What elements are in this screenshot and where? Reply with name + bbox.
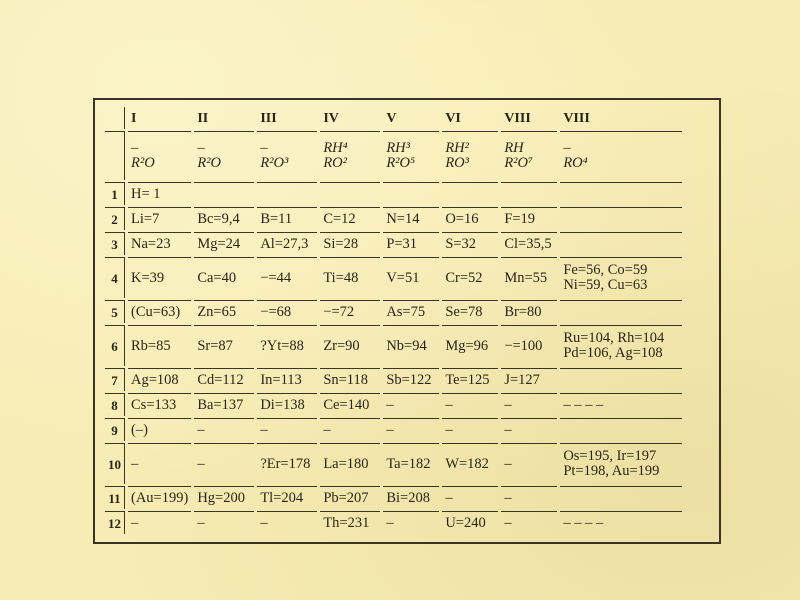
element-cell: Nb=94: [383, 325, 439, 366]
row-number: 9: [105, 418, 125, 441]
element-cell: Ag=108: [128, 368, 191, 391]
table-row: [105, 511, 682, 534]
corner-cell: [105, 107, 125, 129]
element-cell: Zr=90: [320, 325, 380, 366]
corner-cell: [105, 131, 125, 180]
formula-cell: [560, 131, 682, 180]
element-cell: Li=7: [128, 207, 191, 230]
element-cell: [560, 368, 682, 391]
table-row: [105, 368, 682, 391]
element-cell: [442, 182, 498, 205]
element-cell: Br=80: [501, 300, 557, 323]
oxide-formula: R²O: [131, 155, 155, 171]
row-number: 10: [105, 443, 125, 484]
group-header: VIII: [563, 110, 590, 126]
element-cell: F=19: [501, 207, 557, 230]
element-cell: N=14: [383, 207, 439, 230]
hydride-formula: –: [260, 140, 268, 156]
table-row: [105, 182, 682, 205]
row-number: 3: [105, 232, 125, 255]
element-cell: –: [501, 511, 557, 534]
hydride-formula: RH⁴: [323, 140, 348, 156]
element-cell: Mg=24: [194, 232, 254, 255]
group-header-row: [105, 107, 682, 129]
formula-cell: [501, 131, 557, 180]
hydride-formula: RH: [504, 140, 524, 156]
element-cell: –: [128, 511, 191, 534]
group8-line: Ni=59, Cu=63: [563, 277, 648, 293]
element-cell: (Au=199): [128, 486, 191, 509]
oxide-formula: R²O: [197, 155, 221, 171]
element-cell: [257, 182, 317, 205]
element-cell: –: [383, 511, 439, 534]
element-cell: [560, 486, 682, 509]
element-cell: J=127: [501, 368, 557, 391]
hydride-formula: –: [197, 140, 205, 156]
row-number: 8: [105, 393, 125, 416]
row-number: 11: [105, 486, 125, 509]
formula-cell: [383, 131, 439, 180]
table-row: [105, 393, 682, 416]
element-cell: C=12: [320, 207, 380, 230]
element-cell: – – – –: [560, 393, 682, 416]
element-cell: [560, 182, 682, 205]
element-cell: –: [501, 418, 557, 441]
element-cell: Ba=137: [194, 393, 254, 416]
element-cell: Mn=55: [501, 257, 557, 298]
group8-cell: [560, 325, 682, 366]
periodic-table-sheet: [93, 98, 721, 544]
formula-cell: [128, 131, 191, 180]
group-header: I: [131, 110, 137, 126]
element-cell: [560, 207, 682, 230]
oxide-formula: R²O⁵: [386, 155, 416, 171]
element-cell: Si=28: [320, 232, 380, 255]
hydride-formula: –: [131, 140, 139, 156]
row-number: 4: [105, 257, 125, 298]
element-cell: Th=231: [320, 511, 380, 534]
element-cell: Ca=40: [194, 257, 254, 298]
element-cell: –: [257, 418, 317, 441]
element-cell: U=240: [442, 511, 498, 534]
element-cell: –: [194, 443, 254, 484]
element-cell: La=180: [320, 443, 380, 484]
element-cell: In=113: [257, 368, 317, 391]
table-body: [105, 107, 682, 534]
element-cell: ?Er=178: [257, 443, 317, 484]
oxide-formula: RO³: [445, 155, 469, 171]
element-cell: Pb=207: [320, 486, 380, 509]
element-cell: ?Yt=88: [257, 325, 317, 366]
element-cell: –: [194, 511, 254, 534]
table-row: [105, 257, 682, 298]
element-cell: –: [501, 486, 557, 509]
element-cell: As=75: [383, 300, 439, 323]
element-cell: [383, 182, 439, 205]
hydride-formula: –: [563, 140, 571, 156]
element-cell: Bc=9,4: [194, 207, 254, 230]
element-cell: [560, 232, 682, 255]
element-cell: [560, 300, 682, 323]
group-header: V: [386, 110, 397, 126]
element-cell: P=31: [383, 232, 439, 255]
element-cell: –: [501, 393, 557, 416]
formula-cell: [320, 131, 380, 180]
oxide-formula: RO⁴: [563, 155, 588, 171]
element-cell: –: [194, 418, 254, 441]
element-cell: Se=78: [442, 300, 498, 323]
element-cell: Di=138: [257, 393, 317, 416]
group-header: IV: [323, 110, 339, 126]
table-row: [105, 207, 682, 230]
element-cell: Zn=65: [194, 300, 254, 323]
table-row: [105, 486, 682, 509]
formula-cell: [257, 131, 317, 180]
element-cell: – – – –: [560, 511, 682, 534]
element-cell: Cd=112: [194, 368, 254, 391]
formula-cell: [442, 131, 498, 180]
element-cell: –: [442, 486, 498, 509]
hydride-formula: RH³: [386, 140, 410, 156]
group8-cell: [560, 443, 682, 484]
table-row: [105, 325, 682, 366]
row-number: 7: [105, 368, 125, 391]
row-number: 2: [105, 207, 125, 230]
element-cell: Cs=133: [128, 393, 191, 416]
element-cell: K=39: [128, 257, 191, 298]
group-header: II: [197, 110, 209, 126]
element-cell: −=72: [320, 300, 380, 323]
element-cell: –: [257, 511, 317, 534]
element-cell: [560, 418, 682, 441]
element-cell: Tl=204: [257, 486, 317, 509]
group8-line: Os=195, Ir=197: [563, 448, 657, 464]
hydride-formula: RH²: [445, 140, 469, 156]
row-number: 12: [105, 511, 125, 534]
group8-line: Fe=56, Co=59: [563, 262, 648, 278]
formula-header-row: [105, 131, 682, 180]
row-number: 1: [105, 182, 125, 205]
element-cell: Mg=96: [442, 325, 498, 366]
element-cell: Ta=182: [383, 443, 439, 484]
element-cell: (–): [128, 418, 191, 441]
element-cell: Sn=118: [320, 368, 380, 391]
element-cell: B=11: [257, 207, 317, 230]
element-cell: –: [128, 443, 191, 484]
element-cell: –: [383, 393, 439, 416]
element-cell: [194, 182, 254, 205]
element-cell: –: [320, 418, 380, 441]
group8-line: Pt=198, Au=199: [563, 463, 660, 479]
group-header: VIII: [504, 110, 531, 126]
element-cell: −=68: [257, 300, 317, 323]
element-cell: Sr=87: [194, 325, 254, 366]
element-cell: (Cu=63): [128, 300, 191, 323]
group8-line: Ru=104, Rh=104: [563, 330, 665, 346]
element-cell: Ti=48: [320, 257, 380, 298]
table-row: [105, 443, 682, 484]
oxide-formula: R²O³: [260, 155, 289, 171]
element-cell: Cl=35,5: [501, 232, 557, 255]
element-cell: –: [501, 443, 557, 484]
element-cell: V=51: [383, 257, 439, 298]
formula-cell: [194, 131, 254, 180]
element-cell: –: [442, 418, 498, 441]
group8-cell: [560, 257, 682, 298]
element-cell: Te=125: [442, 368, 498, 391]
element-cell: –: [383, 418, 439, 441]
table-row: [105, 232, 682, 255]
table-row: [105, 300, 682, 323]
oxide-formula: R²O⁷: [504, 155, 534, 171]
oxide-formula: RO²: [323, 155, 347, 171]
element-cell: Al=27,3: [257, 232, 317, 255]
element-cell: –: [442, 393, 498, 416]
element-cell: Na=23: [128, 232, 191, 255]
element-cell: H= 1: [128, 182, 191, 205]
row-number: 6: [105, 325, 125, 366]
group-header: III: [260, 110, 277, 126]
element-cell: [501, 182, 557, 205]
element-cell: Ce=140: [320, 393, 380, 416]
element-cell: −=44: [257, 257, 317, 298]
element-cell: O=16: [442, 207, 498, 230]
group-header: VI: [445, 110, 461, 126]
element-cell: W=182: [442, 443, 498, 484]
element-cell: S=32: [442, 232, 498, 255]
element-cell: Cr=52: [442, 257, 498, 298]
element-cell: Sb=122: [383, 368, 439, 391]
group8-line: Pd=106, Ag=108: [563, 345, 663, 361]
row-number: 5: [105, 300, 125, 323]
element-cell: −=100: [501, 325, 557, 366]
element-cell: [320, 182, 380, 205]
mendeleev-table: [102, 105, 685, 536]
element-cell: Bi=208: [383, 486, 439, 509]
element-cell: Rb=85: [128, 325, 191, 366]
table-row: [105, 418, 682, 441]
element-cell: Hg=200: [194, 486, 254, 509]
